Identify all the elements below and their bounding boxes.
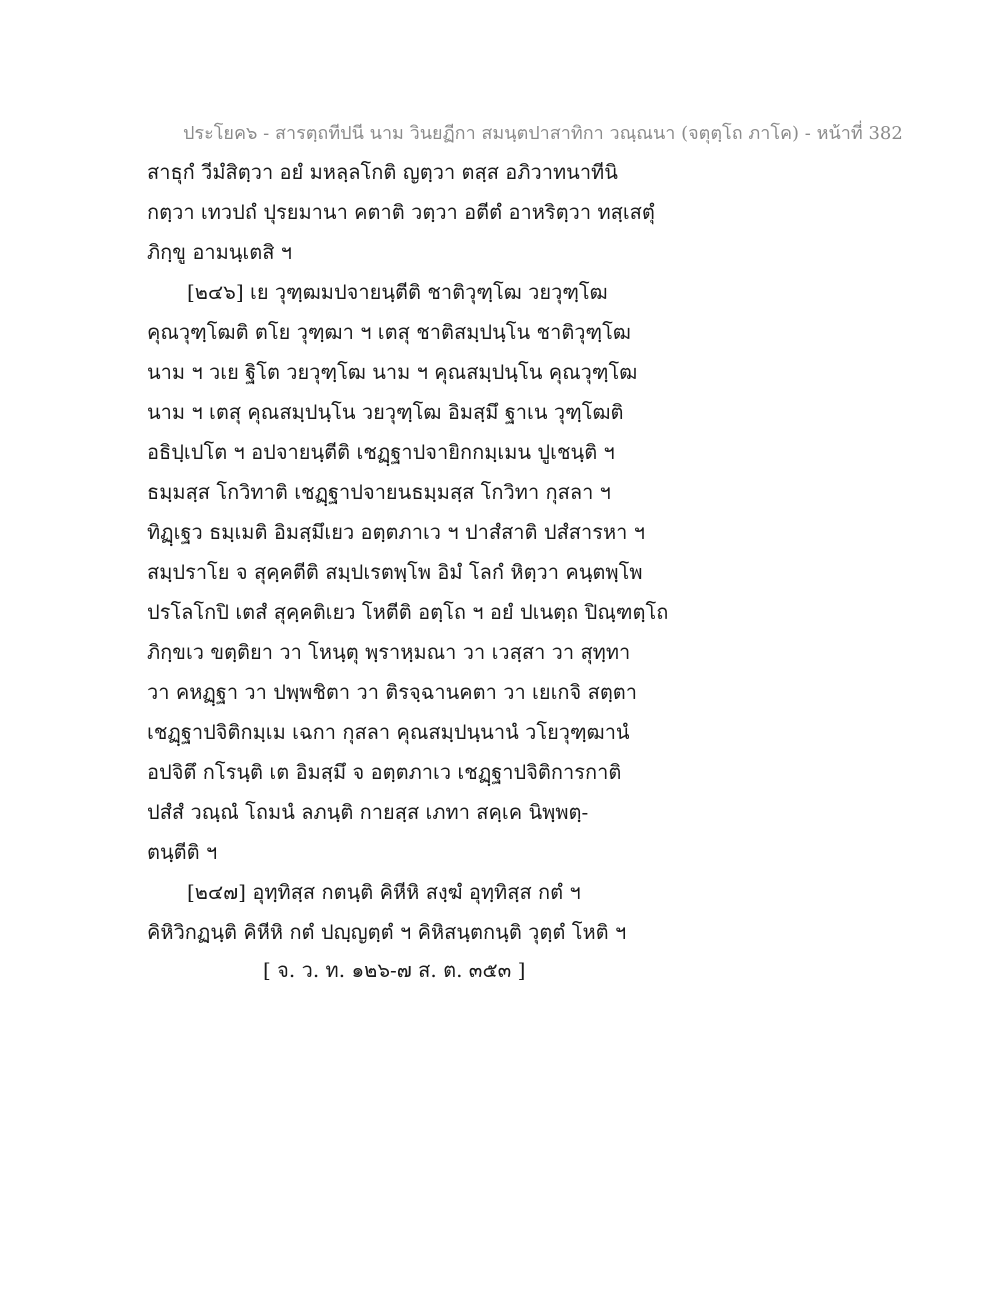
text-line: วา คหฏฺฐา วา ปพฺพชิตา วา ติรจฺฉานคตา วา เยเกจิ สตฺตา [147,680,638,704]
paragraph-246-start: [๒๔๖] เย วุฑฺฒมปจายนฺตีติ ชาติวุฑฺโฒ วยวุฑฺโฒ [187,280,608,304]
page-header: ประโยค๖ - สารตฺถทีปนี นาม วินยฏีกา สมนฺตปาสาทิกา วณฺณนา (จตุตฺโถ ภาโค) - หน้าที่ 382 [183,123,903,144]
citation-reference: [ จ. ว. ท. ๑๒๖-๗ ส. ต. ๓๕๓ ] [263,958,526,982]
text-line: ภิกฺขู อามนฺเตสิ ฯ [147,240,293,264]
text-line: สมฺปราโย จ สุคฺคตีติ สมฺปเรตพฺโพ อิมํ โลกํ หิตฺวา คนฺตพฺโพ [147,560,643,584]
paragraph-247-start: [๒๔๗] อุทฺทิสฺส กตนฺติ คิหีหิ สงฺฆํ อุทฺทิสฺส กตํ ฯ [187,880,581,904]
text-line: อธิปฺเปโต ฯ อปจายนฺตีติ เชฏฺฐาปจายิกกมฺเมน ปูเชนฺติ ฯ [147,440,615,464]
text-line: ธมฺมสฺส โกวิทาติ เชฏฺฐาปจายนธมฺมสฺส โกวิทา กุสลา ฯ [147,480,611,504]
text-line: ปสํสํ วณฺณํ โถมนํ ลภนฺติ กายสฺส เภทา สคฺเค นิพฺพตฺ- [147,800,589,824]
text-line: คิหิวิกฏนฺติ คิหีหิ กตํ ปญฺญตฺตํ ฯ คิหิสนฺตกนฺติ วุตฺตํ โหติ ฯ [147,920,627,944]
text-line: ปรโลโกปิ เตสํ สุคฺคติเยว โหตีติ อตฺโถ ฯ อยํ ปเนตฺถ ปิณฺฑตฺโถ [147,600,669,624]
text-line: ตนฺตีติ ฯ [147,840,218,864]
text-line: ภิกฺขเว ขตฺติยา วา โหนฺตุ พฺราหฺมณา วา เวสฺสา วา สุทฺทา [147,640,631,664]
body-text [147,152,707,952]
text-line: เชฏฺฐาปจิติกมฺเม เฉกา กุสลา คุณสมฺปนฺนานํ วโยวุฑฺฒานํ [147,720,630,744]
text-line: อปจิตึ กโรนฺติ เต อิมสฺมึ จ อตฺตภาเว เชฏฺฐาปจิติการกาติ [147,760,622,784]
text-line: ทิฏฺเฐว ธมฺเมติ อิมสฺมึเยว อตฺตภาเว ฯ ปาสํสาติ ปสํสารหา ฯ [147,520,645,544]
text-line: นาม ฯ วเย ฐิโต วยวุฑฺโฒ นาม ฯ คุณสมฺปนฺโน คุณวุฑฺโฒ [147,360,638,384]
text-line: กตฺวา เทวปถํ ปุรยมานา คตาติ วตฺวา อตีตํ อาหริตฺวา ทสฺเสตุํ [147,200,655,224]
text-line: นาม ฯ เตสุ คุณสมฺปนฺโน วยวุฑฺโฒ อิมสฺมึ ฐาเน วุฑฺโฒติ [147,400,624,424]
text-line: คุณวุฑฺโฒติ ตโย วุฑฺฒา ฯ เตสุ ชาติสมฺปนฺโน ชาติวุฑฺโฒ [147,320,631,344]
text-line: สาธุกํ วีมํสิตฺวา อยํ มหลฺลโกติ ญตฺวา ตสฺส อภิวาทนาทีนิ [147,160,618,184]
